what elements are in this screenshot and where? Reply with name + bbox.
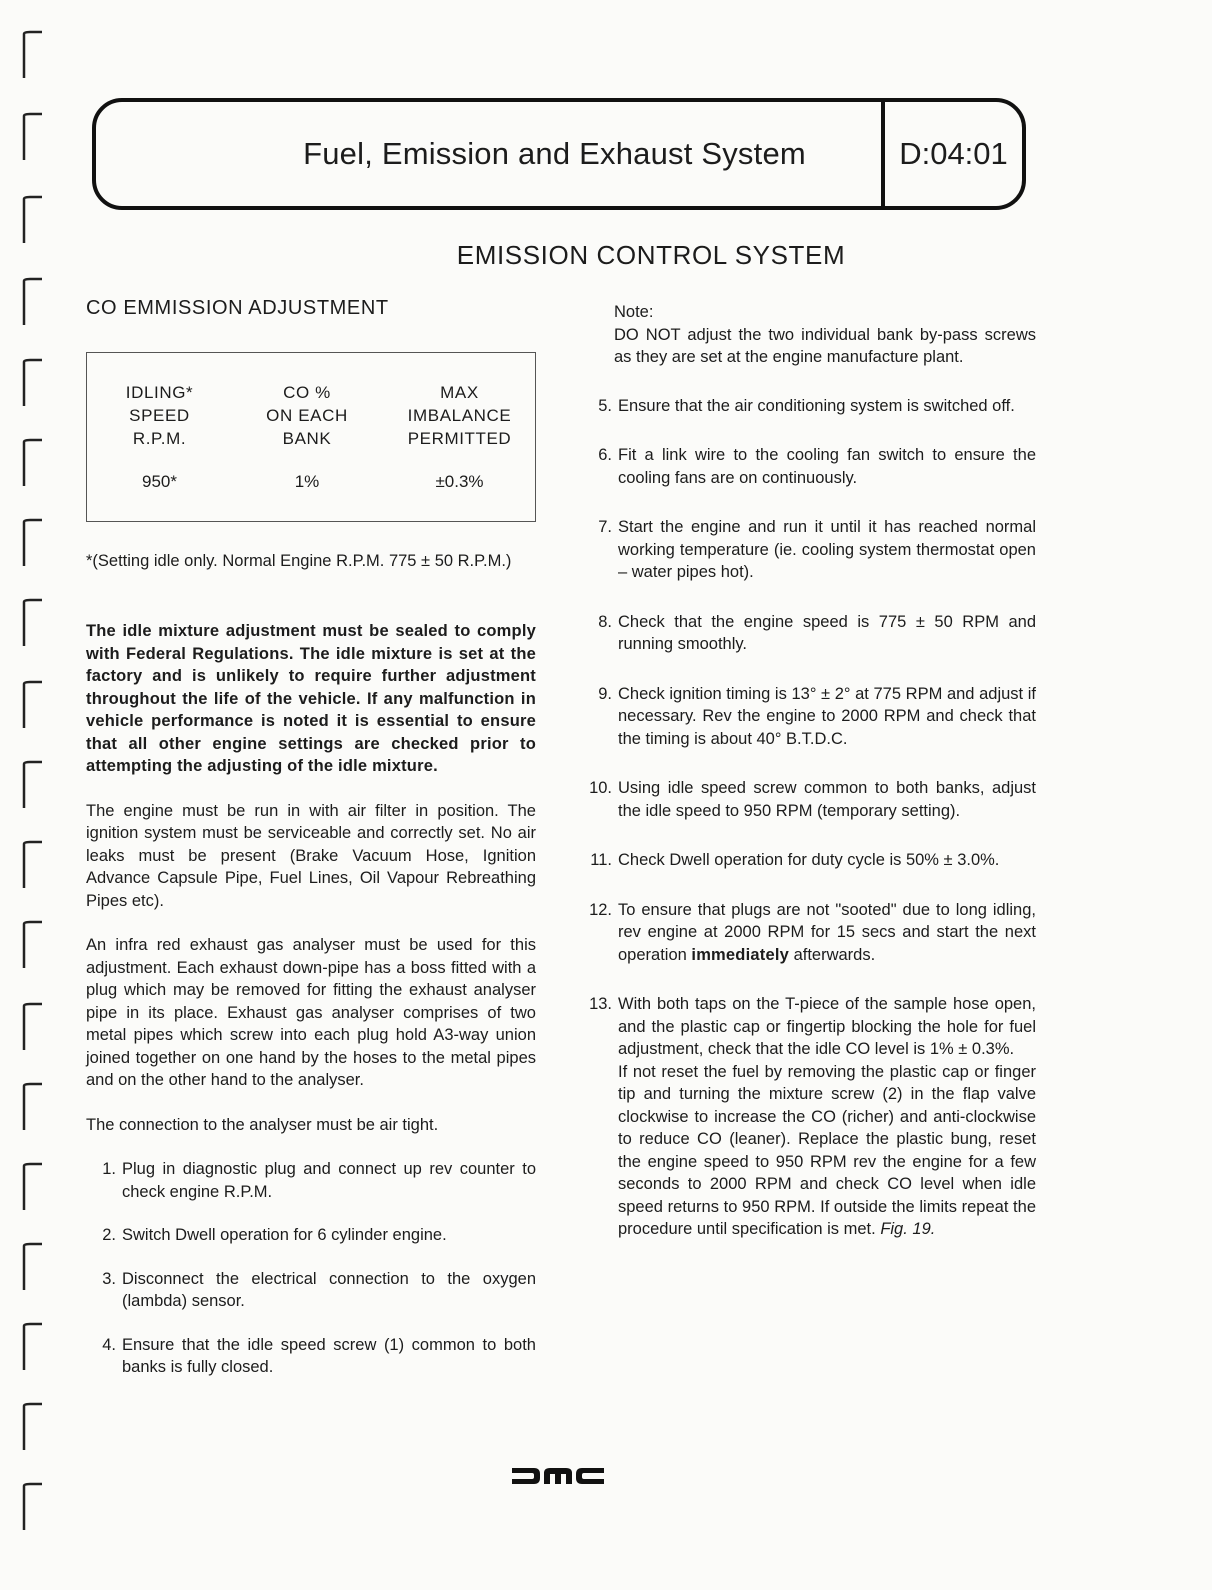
table-header-line: MAX xyxy=(440,382,479,402)
note-text: DO NOT adjust the two individual bank by-pass screws as they are set at the engine manufacture plant. xyxy=(614,325,1036,366)
subheading: CO EMMISSION ADJUSTMENT xyxy=(86,297,389,319)
step-text-part: To ensure that plugs are not "sooted" due to long idling, rev engine at 2000 RPM for 15 secs and start the next operation xyxy=(618,900,1036,964)
table-value: ±0.3% xyxy=(435,471,484,491)
dmc-logo-icon xyxy=(512,1465,604,1487)
step-text: Fit a link wire to the cooling fan switch to ensure the cooling fans are on continuously. xyxy=(618,446,1036,487)
step-number: 11. xyxy=(590,851,612,869)
table-header-line: ON EACH xyxy=(266,405,348,425)
note-label: Note: xyxy=(614,303,654,321)
spec-table xyxy=(86,352,536,522)
list-item xyxy=(582,444,1036,489)
binder-hole xyxy=(22,358,48,408)
step-number: 2. xyxy=(102,1226,116,1244)
step-text: Plug in diagnostic plug and connect up rev counter to check engine R.P.M. xyxy=(122,1160,536,1201)
table-header-line: IDLING* xyxy=(125,382,194,402)
table-value: 1% xyxy=(294,471,320,491)
table-column xyxy=(387,381,532,493)
list-item xyxy=(86,1158,536,1203)
step-list xyxy=(582,395,1036,1241)
list-item xyxy=(86,1334,536,1379)
binder-hole xyxy=(22,112,48,162)
step-number: 1. xyxy=(102,1160,116,1178)
binder-hole xyxy=(22,840,48,890)
step-text: Disconnect the electrical connection to the oxygen (lambda) sensor. xyxy=(122,1269,536,1310)
emphasis-text: immediately xyxy=(691,945,789,964)
page-code: D:04:01 xyxy=(899,136,1008,171)
paragraph: The engine must be run in with air filter in position. The ignition system must be serviceable and correctly set. No air leaks must be present (Brake Vacuum Hose, Ignition Advance Capsule Pipe, Fuel Lines, Oil Vapour Rebreathing Pipes etc). xyxy=(86,801,536,910)
bold-paragraph: The idle mixture adjustment must be sealed to comply with Federal Regulations. The idle mixture is set at the factory and is unlikely to require further adjustment throughout the life of the vehicle. If any malfunction in vehicle performance is noted it is essential to ensure that all other engine settings are checked prior to attempting the adjusting of the idle mixture. xyxy=(86,622,536,775)
page-header xyxy=(92,98,1026,210)
table-header-line: SPEED xyxy=(129,405,190,425)
list-item xyxy=(582,611,1036,656)
binder-hole xyxy=(22,195,48,245)
list-item xyxy=(582,683,1036,751)
table-column xyxy=(97,381,222,493)
step-number: 5. xyxy=(598,396,612,415)
binder-hole xyxy=(22,598,48,648)
step-text: Start the engine and run it until it has reached normal working temperature (ie. cooling system thermostat open – water pipes hot). xyxy=(618,518,1036,581)
binder-hole xyxy=(22,438,48,488)
binder-hole xyxy=(22,277,48,327)
binder-hole xyxy=(22,1162,48,1212)
binder-hole xyxy=(22,1402,48,1452)
table-column xyxy=(237,381,377,493)
step-number: 7. xyxy=(598,518,612,536)
step-text: Ensure that the idle speed screw (1) common to both banks is fully closed. xyxy=(122,1335,536,1376)
dmc-logo xyxy=(512,1465,604,1487)
list-item xyxy=(582,993,1036,1241)
list-item xyxy=(582,395,1036,418)
step-text: Switch Dwell operation for 6 cylinder engine. xyxy=(122,1226,447,1244)
step-text: Ensure that the air conditioning system is switched off. xyxy=(618,396,1015,415)
table-header-line: CO % xyxy=(283,382,331,402)
step-list xyxy=(86,1158,536,1379)
step-text-part: If not reset the fuel by removing the plastic cap or finger tip and turning the mixture screw (2) in the flap valve clockwise to increase the CO (richer) and anti-clockwise to reduce CO (leaner). Replace the plastic bung, reset the engine speed to 950 RPM rev the engine for a few seconds to 2000 RPM and check CO level when idle speed returns to 950 RPM. If outside the limits repeat the procedure until specification is met. xyxy=(618,1062,1036,1238)
step-text: Check ignition timing is 13° ± 2° at 775 RPM and adjust if necessary. Rev the engine to 2000 RPM and check that the timing is about 40° B.T.D.C. xyxy=(618,684,1036,748)
table-header-line: IMBALANCE xyxy=(407,405,512,425)
list-item xyxy=(582,899,1036,967)
table-value: 950* xyxy=(142,471,177,491)
list-item xyxy=(86,1268,536,1313)
binder-hole xyxy=(22,30,48,80)
page-title: Fuel, Emission and Exhaust System xyxy=(303,136,806,171)
step-number: 4. xyxy=(102,1335,116,1354)
list-item xyxy=(582,849,1036,872)
table-header-line: BANK xyxy=(282,428,332,448)
step-number: 13. xyxy=(589,995,612,1013)
list-item xyxy=(582,516,1036,584)
step-text: Check that the engine speed is 775 ± 50 RPM and running smoothly. xyxy=(618,612,1036,653)
step-text xyxy=(618,899,1036,967)
step-text: Using idle speed screw common to both banks, adjust the idle speed to 950 RPM (temporary setting). xyxy=(618,779,1036,820)
list-item xyxy=(86,1224,536,1247)
step-number: 10. xyxy=(589,779,612,797)
step-text-part: afterwards. xyxy=(793,945,876,964)
binder-hole xyxy=(22,1002,48,1052)
right-column xyxy=(582,301,1036,1262)
table-header-line: R.P.M. xyxy=(132,428,187,448)
paragraph: The connection to the analyser must be air tight. xyxy=(86,1115,439,1134)
table-header-line: PERMITTED xyxy=(407,428,512,448)
step-number: 6. xyxy=(598,446,612,464)
figure-reference: Fig. 19. xyxy=(880,1220,936,1238)
footnote: *(Setting idle only. Normal Engine R.P.M. 775 ± 50 R.P.M.) xyxy=(86,551,512,570)
paragraph: An infra red exhaust gas analyser must be used for this adjustment. Each exhaust down-pipe has a boss fitted with a plug which may be removed for fitting the exhaust analyser pipe in its place. Exhaust gas analyser comprises of two metal pipes which screw into each plug hold A3-way union joined together on one hand by the hoses to the metal pipes and on the other hand to the analyser. xyxy=(86,936,536,1089)
step-number: 9. xyxy=(598,684,612,703)
step-number: 12. xyxy=(589,900,612,919)
left-column xyxy=(86,297,536,1400)
binder-hole xyxy=(22,680,48,730)
step-text xyxy=(618,993,1036,1241)
binder-hole xyxy=(22,1322,48,1372)
binder-hole xyxy=(22,1082,48,1132)
binder-hole xyxy=(22,1242,48,1292)
step-text: Check Dwell operation for duty cycle is 50% ± 3.0%. xyxy=(618,851,1000,869)
step-number: 8. xyxy=(598,612,612,631)
step-number: 3. xyxy=(102,1269,116,1288)
binder-hole xyxy=(22,920,48,970)
binder-hole xyxy=(22,518,48,568)
list-item xyxy=(582,777,1036,822)
binder-hole xyxy=(22,1482,48,1532)
step-text-part: With both taps on the T-piece of the sample hose open, and the plastic cap or fingertip blocking the hole for fuel adjustment, check that the idle CO level is 1% ± 0.3%. xyxy=(618,995,1036,1058)
section-title: EMISSION CONTROL SYSTEM xyxy=(456,240,846,270)
binder-hole xyxy=(22,760,48,810)
binder-holes xyxy=(22,0,62,1590)
